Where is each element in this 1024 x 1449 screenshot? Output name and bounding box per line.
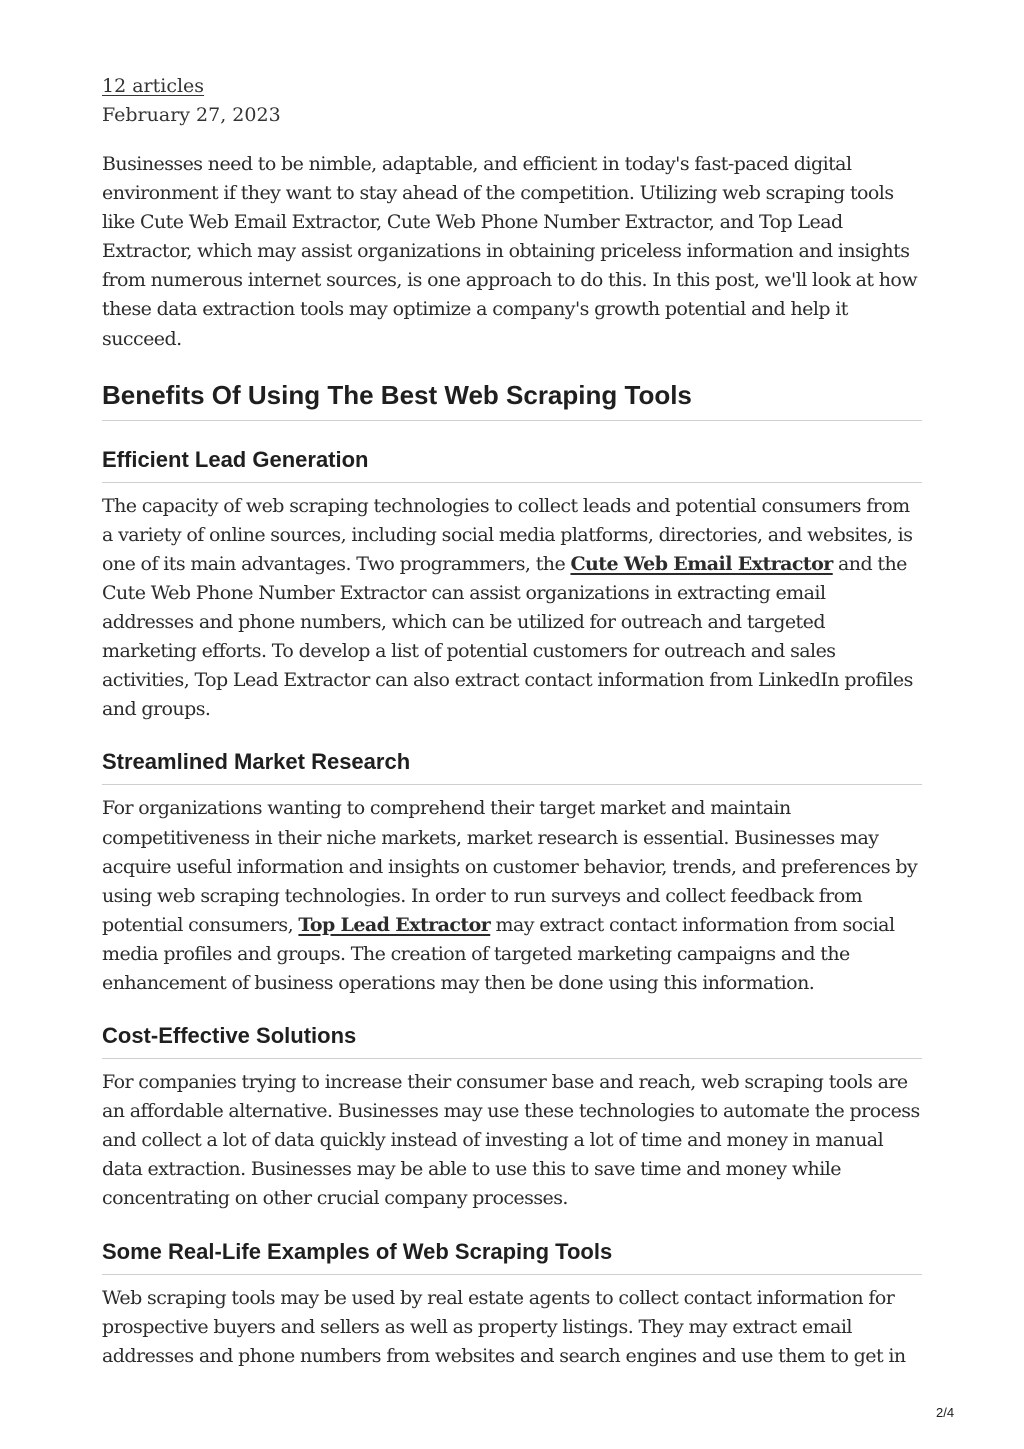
section-paragraph [102, 794, 922, 998]
text-segment: For organizations wanting to comprehend their target market and maintain competitiveness in their niche markets, market research is essential. Businesses may acquire useful information and insights on customer behavior, trends, and preferences by using web scraping technologies. In order to run surveys and collect feedback from potential consumers, [102, 797, 918, 936]
article [102, 72, 922, 1371]
section-heading: Some Real-Life Examples of Web Scraping Tools [102, 1238, 922, 1275]
section-heading: Efficient Lead Generation [102, 446, 922, 483]
articles-count-link[interactable]: 12 articles [102, 75, 205, 97]
section-paragraph [102, 492, 922, 725]
section-cost-effective [102, 1022, 922, 1213]
section-heading: Streamlined Market Research [102, 748, 922, 785]
main-heading: Benefits Of Using The Best Web Scraping Tools [102, 379, 922, 421]
section-real-life-examples [102, 1238, 922, 1371]
text-segment: may extract contact information from social media profiles and groups. The creation of targeted marketing campaigns and the enhancement of business operations may then be done using this information. [102, 913, 895, 994]
intro-paragraph: Businesses need to be nimble, adaptable, and efficient in today's fast-paced digital environment if they want to stay ahead of the competition. Utilizing web scraping tools like Cute Web Email Extractor, Cute Web Phone Number Extractor, and Top Lead Extractor, which may assist organizations in obtaining priceless information and insights from numerous internet sources, is one approach to do this. In this post, we'll look at how these data extraction tools may optimize a company's growth potential and help it succeed. [102, 153, 918, 350]
publish-date: February 27, 2023 [102, 104, 281, 126]
section-lead-generation [102, 446, 922, 725]
section-paragraph: For companies trying to increase their consumer base and reach, web scraping tools are an affordable alternative. Businesses may use these technologies to automate the process and collect a lot of data quickly instead of investing a lot of time and money in manual data extraction. Businesses may be able to use this to save time and money while concentrating on other crucial company processes. [102, 1071, 920, 1210]
text-segment: and the Cute Web Phone Number Extractor can assist organizations in extracting email addresses and phone numbers, which can be utilized for outreach and targeted marketing efforts. To develop a list of potential customers for outreach and sales activities, Top Lead Extractor can also extract contact information from LinkedIn profiles and groups. [102, 552, 913, 721]
top-lead-extractor-link[interactable]: Top Lead Extractor [298, 913, 491, 936]
section-heading: Cost-Effective Solutions [102, 1022, 922, 1059]
section-paragraph: Web scraping tools may be used by real estate agents to collect contact information for prospective buyers and sellers as well as property listings. They may extract email addresses and phone numbers from websites and search engines and use them to get in [102, 1286, 906, 1367]
text-segment: The capacity of web scraping technologies to collect leads and potential consumers from a variety of online sources, including social media platforms, directories, and websites, is one of its main advantages. Two programmers, the [102, 494, 913, 575]
section-market-research [102, 748, 922, 998]
cute-web-email-extractor-link[interactable]: Cute Web Email Extractor [570, 552, 833, 575]
page-number: 2/4 [936, 1405, 955, 1420]
